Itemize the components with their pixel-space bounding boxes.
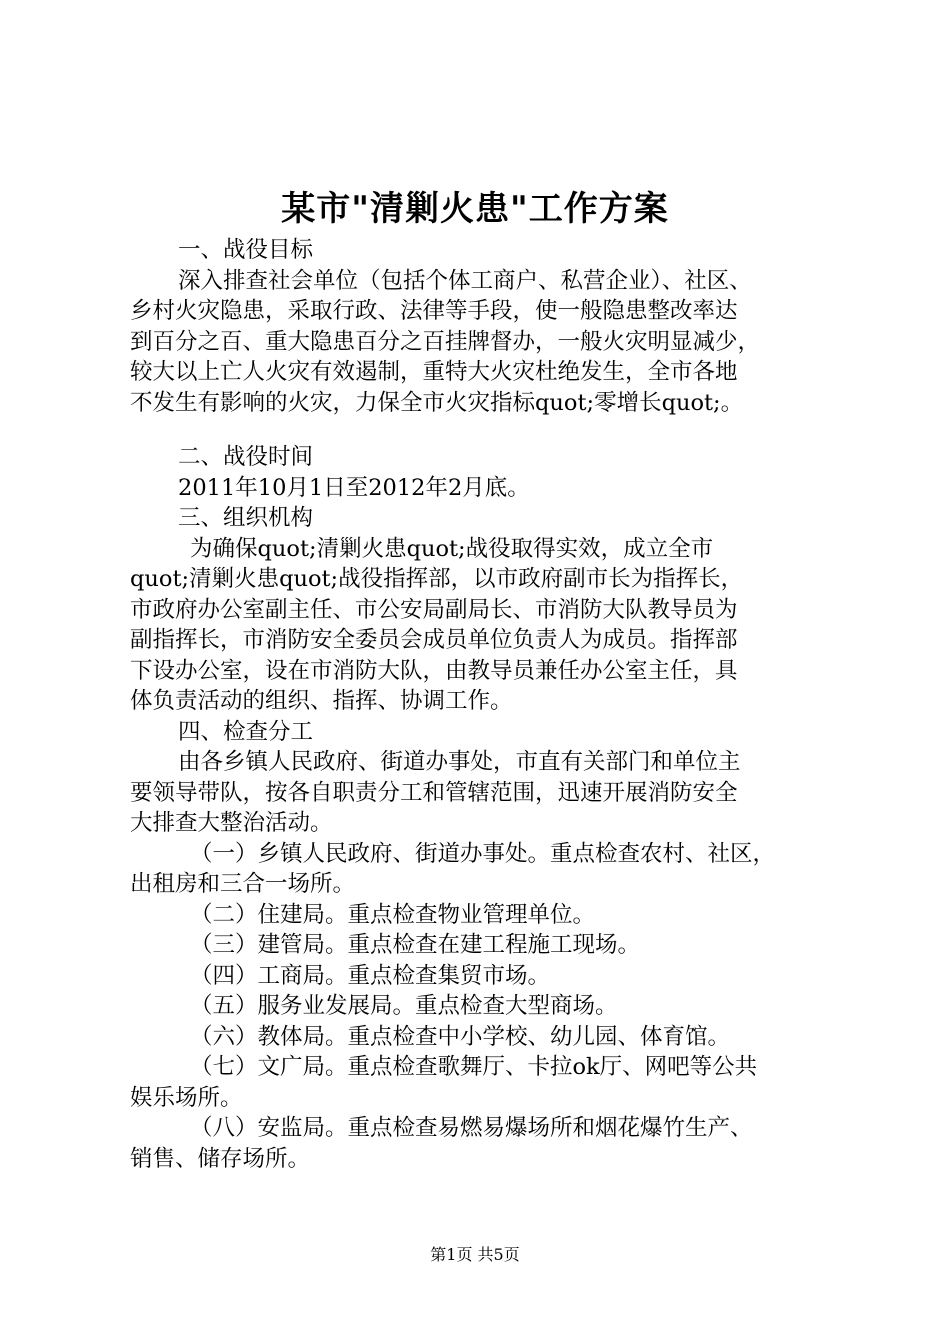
paragraph-line: 副指挥长，市消防安全委员会成员单位负责人为成员。指挥部 <box>130 627 738 653</box>
document-body <box>130 235 830 1174</box>
list-item: （三）建管局。重点检查在建工程施工现场。 <box>190 932 641 958</box>
list-item-continuation: 销售、储存场所。 <box>130 1145 311 1172</box>
paragraph-line: 由各乡镇人民政府、街道办事处，市直有关部门和单位主 <box>178 749 741 775</box>
paragraph-line: quot;清剿火患quot;战役指挥部，以市政府副市长为指挥长， <box>130 566 744 592</box>
section-heading-organization: 三、组织机构 <box>178 505 314 531</box>
paragraph-line: 大排查大整治活动。 <box>130 810 333 836</box>
paragraph-line: 下设办公室，设在市消防大队，由教导员兼任办公室主任，具 <box>130 657 738 684</box>
paragraph-line: 为确保quot;清剿火患quot;战役取得实效，成立全市 <box>190 535 714 562</box>
paragraph-line: 不发生有影响的火灾，力保全市火灾指标quot;零增长quot;。 <box>130 389 744 416</box>
list-item: （一）乡镇人民政府、街道办事处。重点检查农村、社区， <box>190 840 776 867</box>
list-item: （七）文广局。重点检查歌舞厅、卡拉ok厅、网吧等公共 <box>190 1054 758 1080</box>
paragraph-line: 深入排查社会单位（包括个体工商户、私营企业）、社区、 <box>178 267 752 294</box>
paragraph-line: 2011年10月1日至2012年2月底。 <box>178 474 530 501</box>
paragraph-line: 要领导带队，按各自职责分工和管辖范围，迅速开展消防安全 <box>130 779 738 806</box>
list-item: （二）住建局。重点检查物业管理单位。 <box>190 901 596 928</box>
list-item-continuation: 娱乐场所。 <box>130 1084 243 1111</box>
section-heading-division: 四、检查分工 <box>178 718 314 745</box>
paragraph-line: 体负责活动的组织、指挥、协调工作。 <box>130 688 513 714</box>
list-item: （六）教体局。重点检查中小学校、幼儿园、体育馆。 <box>190 1023 731 1050</box>
list-item-continuation: 出租房和三合一场所。 <box>130 871 356 897</box>
section-heading-goal: 一、战役目标 <box>178 237 314 263</box>
section-heading-time: 二、战役时间 <box>178 444 314 470</box>
document-title: 某市"清剿火患"工作方案 <box>281 189 669 229</box>
list-item: （八）安监局。重点检查易燃易爆场所和烟花爆竹生产、 <box>190 1115 753 1141</box>
paragraph-line: 较大以上亡人火灾有效遏制，重特大火灾杜绝发生，全市各地 <box>130 359 738 385</box>
paragraph-line: 到百分之百、重大隐患百分之百挂牌督办，一般火灾明显减少， <box>130 328 761 355</box>
list-item: （五）服务业发展局。重点检查大型商场。 <box>190 993 618 1019</box>
page-number-footer: 第1页 共5页 <box>430 1245 520 1264</box>
list-item: （四）工商局。重点检查集贸市场。 <box>190 962 551 989</box>
paragraph-line: 乡村火灾隐患，采取行政、法律等手段，使一般隐患整改率达 <box>130 298 738 324</box>
paragraph-gap <box>130 418 830 442</box>
paragraph-line: 市政府办公室副主任、市公安局副局长、市消防大队教导员为 <box>130 596 738 623</box>
